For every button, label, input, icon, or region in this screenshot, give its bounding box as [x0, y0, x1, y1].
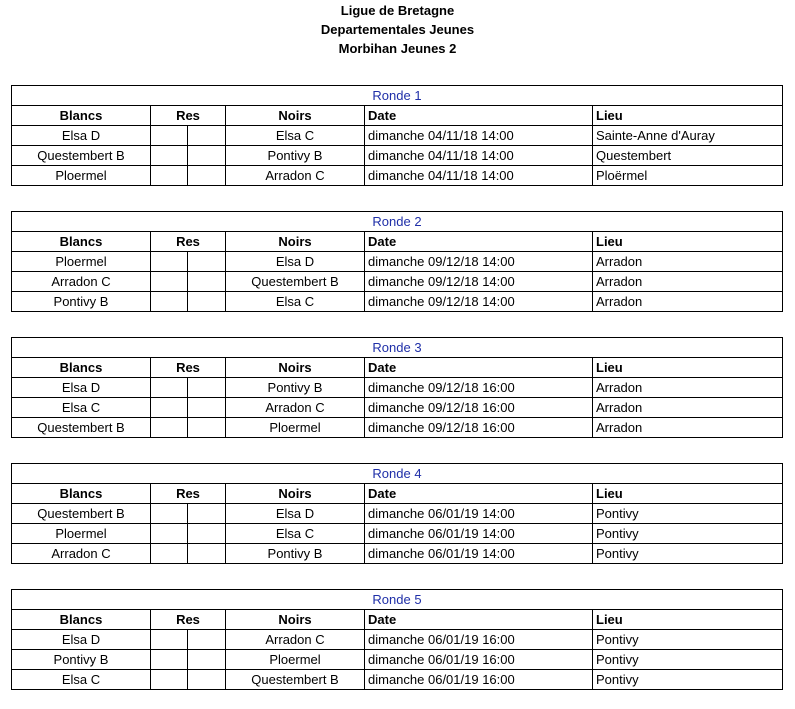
col-res: Res	[151, 358, 226, 378]
col-lieu: Lieu	[593, 358, 783, 378]
game-lieu: Pontivy	[593, 524, 783, 544]
blancs-team: Questembert B	[12, 146, 151, 166]
ronde-title: Ronde 3	[12, 338, 783, 358]
noirs-team: Ploermel	[226, 650, 365, 670]
col-date: Date	[365, 358, 593, 378]
col-blancs: Blancs	[12, 610, 151, 630]
competition-title: Departementales Jeunes	[320, 22, 475, 37]
game-date: dimanche 06/01/19 16:00	[365, 670, 593, 690]
game-date: dimanche 06/01/19 14:00	[365, 504, 593, 524]
col-res: Res	[151, 610, 226, 630]
ronde-table	[11, 337, 783, 438]
res-blancs-cell	[151, 650, 188, 670]
blancs-team: Arradon C	[12, 272, 151, 292]
column-header-row	[12, 232, 783, 252]
res-blancs-cell	[151, 146, 188, 166]
ronde-table	[11, 85, 783, 186]
col-lieu: Lieu	[593, 106, 783, 126]
res-noirs-cell	[188, 146, 226, 166]
col-lieu: Lieu	[593, 232, 783, 252]
res-blancs-cell	[151, 398, 188, 418]
noirs-team: Questembert B	[226, 670, 365, 690]
game-lieu: Arradon	[593, 252, 783, 272]
game-date: dimanche 09/12/18 16:00	[365, 398, 593, 418]
game-date: dimanche 09/12/18 14:00	[365, 252, 593, 272]
col-noirs: Noirs	[226, 106, 365, 126]
res-noirs-cell	[188, 630, 226, 650]
column-header-row	[12, 484, 783, 504]
blancs-team: Ploermel	[12, 166, 151, 186]
ronde-table	[11, 211, 783, 312]
noirs-team: Elsa C	[226, 524, 365, 544]
res-blancs-cell	[151, 166, 188, 186]
col-lieu: Lieu	[593, 610, 783, 630]
game-row	[12, 418, 783, 438]
res-blancs-cell	[151, 544, 188, 564]
noirs-team: Elsa C	[226, 292, 365, 312]
game-date: dimanche 06/01/19 14:00	[365, 524, 593, 544]
game-row	[12, 398, 783, 418]
blancs-team: Elsa D	[12, 630, 151, 650]
res-noirs-cell	[188, 398, 226, 418]
ronde-table	[11, 589, 783, 690]
game-lieu: Arradon	[593, 398, 783, 418]
game-date: dimanche 09/12/18 14:00	[365, 292, 593, 312]
noirs-team: Arradon C	[226, 398, 365, 418]
res-blancs-cell	[151, 630, 188, 650]
col-date: Date	[365, 484, 593, 504]
noirs-team: Arradon C	[226, 630, 365, 650]
game-date: dimanche 06/01/19 14:00	[365, 544, 593, 564]
blancs-team: Pontivy B	[12, 292, 151, 312]
blancs-team: Elsa D	[12, 126, 151, 146]
game-row	[12, 650, 783, 670]
res-noirs-cell	[188, 504, 226, 524]
game-row	[12, 126, 783, 146]
ronde-table	[11, 463, 783, 564]
noirs-team: Elsa D	[226, 504, 365, 524]
group-title: Morbihan Jeunes 2	[338, 41, 457, 56]
col-noirs: Noirs	[226, 358, 365, 378]
ronde-title-row	[12, 338, 783, 358]
ronde-title-row	[12, 86, 783, 106]
game-lieu: Ploërmel	[593, 166, 783, 186]
res-blancs-cell	[151, 252, 188, 272]
res-noirs-cell	[188, 126, 226, 146]
res-noirs-cell	[188, 650, 226, 670]
game-row	[12, 292, 783, 312]
col-noirs: Noirs	[226, 610, 365, 630]
col-lieu: Lieu	[593, 484, 783, 504]
league-title: Ligue de Bretagne	[340, 3, 455, 18]
game-lieu: Arradon	[593, 292, 783, 312]
res-blancs-cell	[151, 670, 188, 690]
ronde-title: Ronde 2	[12, 212, 783, 232]
res-noirs-cell	[188, 292, 226, 312]
blancs-team: Elsa C	[12, 398, 151, 418]
res-noirs-cell	[188, 544, 226, 564]
ronde-title-row	[12, 212, 783, 232]
game-row	[12, 524, 783, 544]
col-noirs: Noirs	[226, 484, 365, 504]
noirs-team: Pontivy B	[226, 146, 365, 166]
res-blancs-cell	[151, 524, 188, 544]
blancs-team: Ploermel	[12, 524, 151, 544]
game-row	[12, 544, 783, 564]
col-date: Date	[365, 106, 593, 126]
res-noirs-cell	[188, 524, 226, 544]
res-blancs-cell	[151, 418, 188, 438]
game-row	[12, 670, 783, 690]
game-date: dimanche 09/12/18 14:00	[365, 272, 593, 292]
game-date: dimanche 06/01/19 16:00	[365, 650, 593, 670]
col-res: Res	[151, 232, 226, 252]
noirs-team: Ploermel	[226, 418, 365, 438]
col-blancs: Blancs	[12, 232, 151, 252]
game-lieu: Arradon	[593, 272, 783, 292]
game-date: dimanche 04/11/18 14:00	[365, 146, 593, 166]
noirs-team: Elsa C	[226, 126, 365, 146]
blancs-team: Elsa D	[12, 378, 151, 398]
res-noirs-cell	[188, 670, 226, 690]
game-lieu: Questembert	[593, 146, 783, 166]
col-blancs: Blancs	[12, 358, 151, 378]
col-date: Date	[365, 232, 593, 252]
column-header-row	[12, 358, 783, 378]
noirs-team: Elsa D	[226, 252, 365, 272]
game-date: dimanche 06/01/19 16:00	[365, 630, 593, 650]
col-res: Res	[151, 484, 226, 504]
noirs-team: Pontivy B	[226, 544, 365, 564]
ronde-title: Ronde 1	[12, 86, 783, 106]
blancs-team: Questembert B	[12, 504, 151, 524]
col-res: Res	[151, 106, 226, 126]
game-row	[12, 504, 783, 524]
ronde-title: Ronde 4	[12, 464, 783, 484]
noirs-team: Questembert B	[226, 272, 365, 292]
ronde-title: Ronde 5	[12, 590, 783, 610]
game-date: dimanche 09/12/18 16:00	[365, 378, 593, 398]
game-row	[12, 378, 783, 398]
col-date: Date	[365, 610, 593, 630]
col-noirs: Noirs	[226, 232, 365, 252]
game-row	[12, 272, 783, 292]
blancs-team: Pontivy B	[12, 650, 151, 670]
res-noirs-cell	[188, 166, 226, 186]
game-lieu: Sainte-Anne d'Auray	[593, 126, 783, 146]
res-blancs-cell	[151, 272, 188, 292]
column-header-row	[12, 610, 783, 630]
game-lieu: Pontivy	[593, 650, 783, 670]
col-blancs: Blancs	[12, 484, 151, 504]
blancs-team: Arradon C	[12, 544, 151, 564]
game-lieu: Pontivy	[593, 670, 783, 690]
res-blancs-cell	[151, 504, 188, 524]
res-blancs-cell	[151, 378, 188, 398]
game-lieu: Pontivy	[593, 544, 783, 564]
column-header-row	[12, 106, 783, 126]
game-date: dimanche 04/11/18 14:00	[365, 126, 593, 146]
game-row	[12, 630, 783, 650]
res-noirs-cell	[188, 418, 226, 438]
game-lieu: Pontivy	[593, 630, 783, 650]
game-row	[12, 252, 783, 272]
game-lieu: Pontivy	[593, 504, 783, 524]
game-lieu: Arradon	[593, 378, 783, 398]
blancs-team: Elsa C	[12, 670, 151, 690]
game-row	[12, 166, 783, 186]
res-blancs-cell	[151, 126, 188, 146]
game-date: dimanche 04/11/18 14:00	[365, 166, 593, 186]
game-row	[12, 146, 783, 166]
document-header	[0, 0, 795, 58]
noirs-team: Pontivy B	[226, 378, 365, 398]
res-noirs-cell	[188, 252, 226, 272]
blancs-team: Ploermel	[12, 252, 151, 272]
col-blancs: Blancs	[12, 106, 151, 126]
game-date: dimanche 09/12/18 16:00	[365, 418, 593, 438]
res-noirs-cell	[188, 272, 226, 292]
blancs-team: Questembert B	[12, 418, 151, 438]
noirs-team: Arradon C	[226, 166, 365, 186]
res-noirs-cell	[188, 378, 226, 398]
ronde-title-row	[12, 590, 783, 610]
res-blancs-cell	[151, 292, 188, 312]
ronde-title-row	[12, 464, 783, 484]
game-lieu: Arradon	[593, 418, 783, 438]
